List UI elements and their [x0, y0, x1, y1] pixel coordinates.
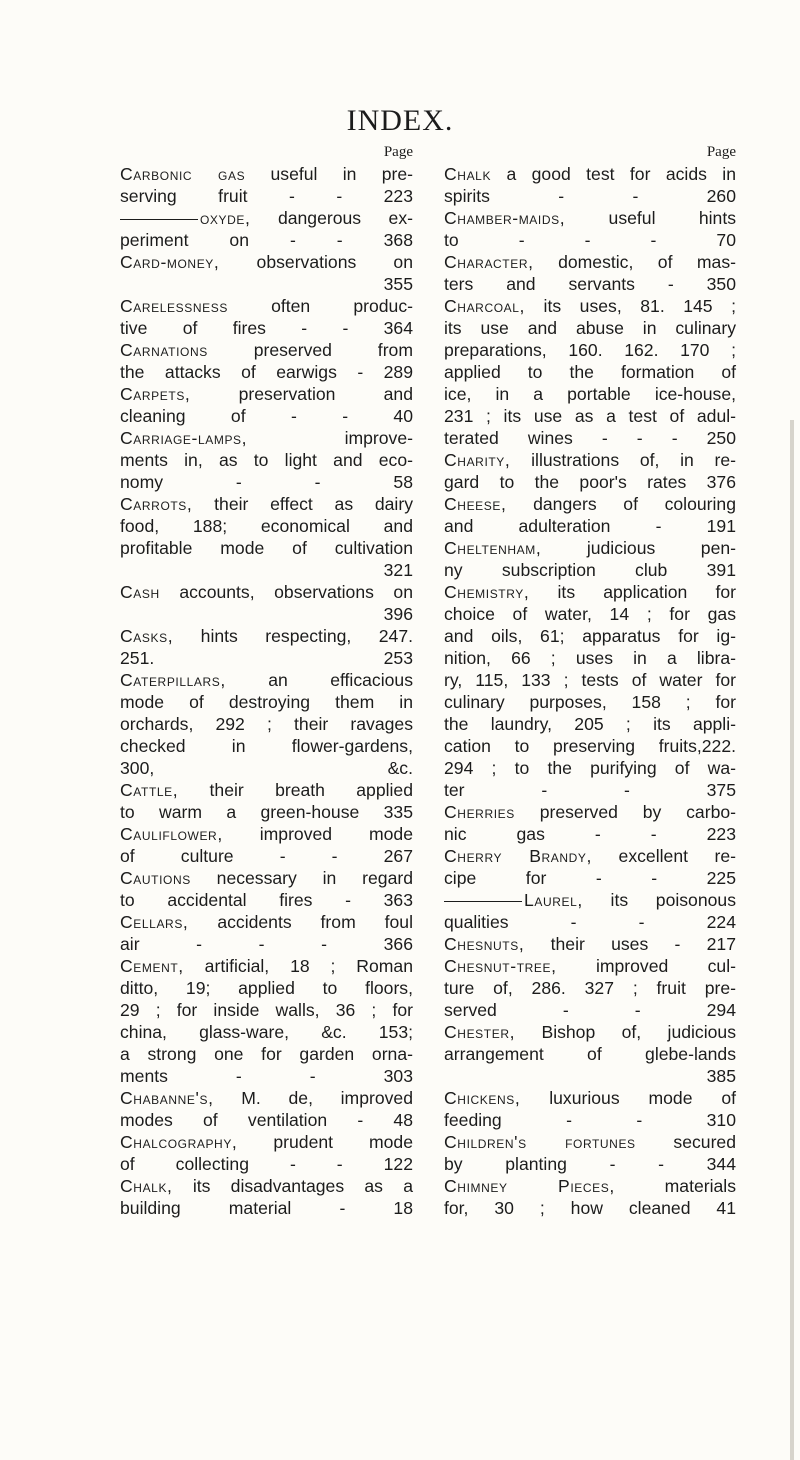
- entry-heading: Carnations: [120, 340, 208, 360]
- entry-text: profitable mode of cultivation: [120, 538, 413, 558]
- entry-heading: oxyde,: [200, 208, 251, 228]
- entry-text: the attacks of earwigs - 289: [120, 362, 413, 382]
- index-entry: [120, 427, 413, 493]
- entry-text: choice of water, 14 ; for gas: [444, 604, 736, 624]
- entry-heading: Chalk,: [120, 1176, 173, 1196]
- index-entry: [444, 1131, 736, 1175]
- entry-heading: Card-money,: [120, 252, 220, 272]
- entry-text: dangerous ex-: [277, 208, 413, 228]
- index-entry: [120, 1131, 413, 1175]
- entry-text: their effect as dairy: [214, 494, 413, 514]
- entry-text: tive of fires - - 364: [120, 318, 413, 338]
- entry-text: ter - - 375: [444, 780, 736, 800]
- index-entry: [120, 625, 413, 669]
- entry-text: preserved by carbo-: [539, 802, 737, 822]
- entry-text: ditto, 19; applied to floors,: [120, 978, 413, 998]
- entry-text: cleaning of - - 40: [120, 406, 413, 426]
- index-entry: [444, 163, 736, 207]
- entry-text: 355: [383, 274, 413, 294]
- entry-heading: Cherry Brandy,: [444, 846, 593, 866]
- ditto-rule: [444, 901, 522, 902]
- entry-text: materials: [664, 1176, 736, 1196]
- index-entry: [120, 251, 413, 295]
- entry-text: served - - 294: [444, 1000, 736, 1020]
- entry-text: gard to the poor's rates 376: [444, 472, 736, 492]
- entry-text: a strong one for garden orna-: [120, 1044, 413, 1064]
- entry-text: 300, &c.: [120, 758, 413, 778]
- entry-text: 321: [383, 560, 413, 580]
- entry-heading: Cherries: [444, 802, 515, 822]
- entry-heading: Chalcography,: [120, 1132, 238, 1152]
- entry-text: its poisonous: [610, 890, 736, 910]
- entry-text: preservation and: [238, 384, 414, 404]
- entry-text: spirits - - 260: [444, 186, 736, 206]
- entry-text: 396: [383, 604, 413, 624]
- entry-text: ture of, 286. 327 ; fruit pre-: [444, 978, 736, 998]
- index-entry: [120, 581, 413, 625]
- index-entry: [120, 1087, 413, 1131]
- entry-text: Bishop of, judicious: [541, 1022, 737, 1042]
- entry-text: their breath applied: [209, 780, 413, 800]
- entry-text: arrangement of glebe-lands: [444, 1044, 736, 1064]
- entry-text: cipe for - - 225: [444, 868, 736, 888]
- entry-text: by planting - - 344: [444, 1154, 736, 1174]
- entry-text: hints respecting, 247.: [200, 626, 413, 646]
- index-entry: [444, 251, 736, 295]
- entry-text: ments - - 303: [120, 1066, 413, 1086]
- entry-text: orchards, 292 ; their ravages: [120, 714, 413, 734]
- index-entry: [444, 207, 736, 251]
- entry-heading: Cautions: [120, 868, 191, 888]
- page-column-label: Page: [383, 144, 413, 160]
- entry-heading: Chester,: [444, 1022, 516, 1042]
- index-entry: [444, 1087, 736, 1131]
- entry-text: serving fruit - - 223: [120, 186, 413, 206]
- entry-heading: Chalk: [444, 164, 492, 184]
- index-entry: [444, 933, 736, 955]
- entry-text: ments in, as to light and eco-: [120, 450, 413, 470]
- entry-heading: Chickens,: [444, 1088, 521, 1108]
- entry-text: china, glass-ware, &c. 153;: [120, 1022, 413, 1042]
- entry-text: ry, 115, 133 ; tests of water for: [444, 670, 736, 690]
- index-entry: [120, 867, 413, 911]
- entry-text: necessary in regard: [216, 868, 414, 888]
- entry-text: 294 ; to the purifying of wa-: [444, 758, 736, 778]
- entry-text: cation to preserving fruits,222.: [444, 736, 736, 756]
- entry-text: its uses, 81. 145 ;: [543, 296, 736, 316]
- entry-heading: Cement,: [120, 956, 184, 976]
- entry-heading: Cattle,: [120, 780, 179, 800]
- entry-text: secured: [673, 1132, 736, 1152]
- index-entry: [120, 823, 413, 867]
- index-entry: [120, 295, 413, 339]
- index-entry: [120, 163, 413, 207]
- index-entry: [444, 889, 736, 933]
- index-column-right: [444, 141, 736, 1219]
- index-entry: [444, 845, 736, 889]
- entry-heading: Cauliflower,: [120, 824, 223, 844]
- entry-text: ny subscription club 391: [444, 560, 736, 580]
- index-entry: [120, 383, 413, 427]
- entry-text: and oils, 61; apparatus for ig-: [444, 626, 736, 646]
- index-entry: [120, 779, 413, 823]
- entry-text: ice, in a portable ice-house,: [444, 384, 736, 404]
- entry-text: its application for: [557, 582, 736, 602]
- entry-text: an efficacious: [268, 670, 413, 690]
- entry-heading: Character,: [444, 252, 534, 272]
- entry-heading: Cheese,: [444, 494, 507, 514]
- index-entry: [120, 955, 413, 1087]
- entry-heading: Cheltenham,: [444, 538, 542, 558]
- entry-heading: Carrots,: [120, 494, 193, 514]
- entry-text: improve-: [344, 428, 413, 448]
- entry-text: to - - - 70: [444, 230, 736, 250]
- entry-text: useful in pre-: [270, 164, 414, 184]
- entry-text: nomy - - 58: [120, 472, 413, 492]
- index-entry: [444, 537, 736, 581]
- index-entry: [444, 493, 736, 537]
- entry-heading: Carpets,: [120, 384, 191, 404]
- entry-text: 251. 253: [120, 648, 413, 668]
- index-entry: [444, 1175, 736, 1219]
- entry-heading: Chesnut-tree,: [444, 956, 557, 976]
- entry-text: preserved from: [253, 340, 413, 360]
- index-entry: [444, 1021, 736, 1087]
- entry-text: their uses - 217: [550, 934, 736, 954]
- entry-text: culinary purposes, 158 ; for: [444, 692, 736, 712]
- entry-text: feeding - - 310: [444, 1110, 736, 1130]
- entry-heading: Carriage-lamps,: [120, 428, 248, 448]
- entry-text: improved cul-: [595, 956, 736, 976]
- entry-heading: Chesnuts,: [444, 934, 525, 954]
- index-entry: [120, 339, 413, 383]
- page-column-label: Page: [706, 144, 736, 160]
- entry-text: M. de, improved: [241, 1088, 413, 1108]
- entry-text: food, 188; economical and: [120, 516, 413, 536]
- entry-text: nition, 66 ; uses in a libra-: [444, 648, 736, 668]
- entry-heading: Laurel,: [524, 890, 583, 910]
- index-entry: [120, 207, 413, 251]
- entry-text: 29 ; for inside walls, 36 ; for: [120, 1000, 413, 1020]
- entry-heading: Children's fortunes: [444, 1132, 636, 1152]
- entry-heading: Caterpillars,: [120, 670, 226, 690]
- index-entry: [444, 955, 736, 1021]
- entry-text: a good test for acids in: [506, 164, 737, 184]
- entry-text: of culture - - 267: [120, 846, 413, 866]
- entry-text: its use and abuse in culinary: [444, 318, 736, 338]
- entry-text: 231 ; its use as a test of adul-: [444, 406, 736, 426]
- index-entry: [444, 581, 736, 801]
- index-entry: [120, 669, 413, 779]
- entry-heading: Chamber-maids,: [444, 208, 566, 228]
- entry-text: illustrations of, in re-: [531, 450, 736, 470]
- page-edge-shadow: [790, 420, 794, 1460]
- entry-text: ters and servants - 350: [444, 274, 736, 294]
- entry-text: dangers of colouring: [533, 494, 736, 514]
- entry-text: of collecting - - 122: [120, 1154, 413, 1174]
- entry-heading: Cellars,: [120, 912, 189, 932]
- entry-text: for, 30 ; how cleaned 41: [444, 1198, 736, 1218]
- entry-text: checked in flower-gardens,: [120, 736, 413, 756]
- entry-text: accidents from foul: [217, 912, 413, 932]
- entry-text: modes of ventilation - 48: [120, 1110, 413, 1130]
- entry-text: to accidental fires - 363: [120, 890, 413, 910]
- entry-text: artificial, 18 ; Roman: [204, 956, 413, 976]
- entry-text: observations on: [256, 252, 414, 272]
- index-entry: [120, 911, 413, 955]
- entry-text: applied to the formation of: [444, 362, 736, 382]
- entry-text: mode of destroying them in: [120, 692, 413, 712]
- entry-text: its disadvantages as a: [192, 1176, 414, 1196]
- entry-heading: Chabanne's,: [120, 1088, 214, 1108]
- entry-heading: Charity,: [444, 450, 511, 470]
- index-entry: [444, 801, 736, 845]
- index-entry: [120, 493, 413, 581]
- page-title: INDEX.: [346, 104, 454, 137]
- index-entry: [120, 1175, 413, 1219]
- entry-heading: Carbonic gas: [120, 164, 246, 184]
- entry-text: terated wines - - - 250: [444, 428, 736, 448]
- ditto-rule: [120, 219, 198, 220]
- entry-text: luxurious mode of: [549, 1088, 736, 1108]
- entry-text: building material - 18: [120, 1198, 413, 1218]
- entry-heading: Carelessness: [120, 296, 228, 316]
- entry-text: domestic, of mas-: [558, 252, 737, 272]
- entry-heading: Cash: [120, 582, 160, 602]
- entry-text: excellent re-: [618, 846, 736, 866]
- entry-text: periment on - - 368: [120, 230, 413, 250]
- entry-text: nic gas - - 223: [444, 824, 736, 844]
- index-entry: [444, 295, 736, 449]
- entry-text: preparations, 160. 162. 170 ;: [444, 340, 736, 360]
- entry-text: the laundry, 205 ; its appli-: [444, 714, 736, 734]
- entry-text: often produc-: [271, 296, 413, 316]
- entry-text: accounts, observations on: [179, 582, 413, 602]
- index-column-left: [120, 141, 413, 1219]
- entry-text: improved mode: [259, 824, 413, 844]
- entry-heading: Casks,: [120, 626, 174, 646]
- entry-text: 385: [706, 1066, 736, 1086]
- entry-text: useful hints: [608, 208, 736, 228]
- index-entry: [444, 449, 736, 493]
- entry-heading: Chemistry,: [444, 582, 530, 602]
- entry-text: air - - - 366: [120, 934, 413, 954]
- entry-heading: Charcoal,: [444, 296, 526, 316]
- entry-text: and adulteration - 191: [444, 516, 736, 536]
- entry-text: to warm a green-house 335: [120, 802, 413, 822]
- entry-text: prudent mode: [273, 1132, 413, 1152]
- entry-text: qualities - - 224: [444, 912, 736, 932]
- entry-text: judicious pen-: [586, 538, 736, 558]
- entry-heading: Chimney Pieces,: [444, 1176, 615, 1196]
